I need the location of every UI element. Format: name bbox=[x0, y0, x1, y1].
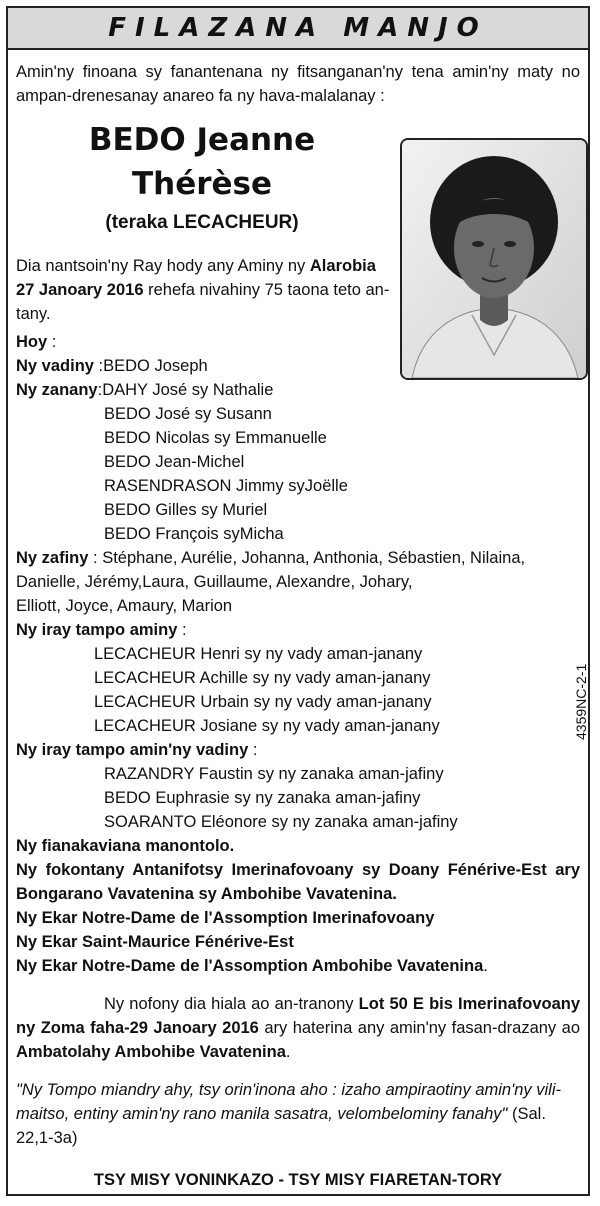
header-banner bbox=[8, 8, 588, 50]
death-date: Alarobia 27 Janoary 2016 bbox=[16, 257, 376, 299]
community-list bbox=[16, 834, 580, 978]
grandchildren-line: : Stéphane, Aurélie, Johanna, Anthonia, Sébastien, Nilaina, bbox=[88, 549, 526, 567]
death-text-start: Dia nantsoin'ny Ray hody any Aminy ny bbox=[16, 257, 310, 275]
deceased-name-line1: BEDO Jeanne bbox=[88, 122, 316, 158]
grandchildren-line: Danielle, Jérémy,Laura, Guillaume, Alexandre, Johary, bbox=[16, 573, 413, 591]
child-item: RASENDRASON Jimmy syJoëlle bbox=[104, 477, 348, 495]
child-item: BEDO Nicolas sy Emmanuelle bbox=[104, 429, 327, 447]
sibling-item: LECACHEUR Henri sy ny vady aman-janany bbox=[94, 645, 423, 663]
burial-text-middle: ary haterina any amin'ny fasan-drazany ao bbox=[258, 1019, 580, 1037]
children-row bbox=[16, 378, 580, 402]
hoy-suffix: : bbox=[47, 333, 57, 351]
community-line: Ny fokontany Antanifotsy Imerinafovoany sy Doany Fénérive-Est ary Bongarano Vavatenina sy Ambohibe Vavatenina. bbox=[16, 861, 580, 903]
inlaw-item: SOARANTO Eléonore sy ny zanaka aman-jafiny bbox=[104, 813, 458, 831]
header-title: FILAZANA MANJO bbox=[108, 13, 488, 43]
quote-reference: (Sal. 22,1-3a) bbox=[16, 1105, 546, 1147]
sibling-item: LECACHEUR Achille sy ny vady aman-janany bbox=[94, 669, 431, 687]
deceased-name-block bbox=[16, 118, 388, 238]
hoy-label: Hoy bbox=[16, 333, 48, 351]
grandchildren-label: Ny zafiny bbox=[16, 549, 89, 567]
inlaws-row bbox=[16, 738, 580, 762]
children-label: Ny zanany bbox=[16, 381, 98, 399]
burial-tomb: Ambatolahy Ambohibe Vavatenina bbox=[16, 1043, 286, 1061]
community-line: Ny fianakaviana manontolo. bbox=[16, 837, 235, 855]
community-line bbox=[16, 954, 580, 978]
spouse-label: Ny vadiny bbox=[16, 357, 94, 375]
burial-text-start: Ny nofony dia hiala ao an-tranony bbox=[104, 995, 359, 1013]
family-list bbox=[16, 330, 580, 834]
portrait-photo bbox=[400, 138, 588, 380]
child-item: BEDO Gilles sy Muriel bbox=[104, 501, 268, 519]
grandchildren-row bbox=[16, 546, 580, 570]
burial-place: Lot 50 E bis Imerinafovoany ny Zoma faha-29 Janoary 2016 bbox=[16, 995, 581, 1037]
maiden-name: (teraka LECACHEUR) bbox=[105, 212, 299, 233]
inlaw-item: RAZANDRY Faustin sy ny zanaka aman-jafiny bbox=[104, 765, 444, 783]
community-line: Ny Ekar Saint-Maurice Fénérive-Est bbox=[16, 933, 294, 951]
burial-text-end: . bbox=[285, 1043, 291, 1061]
deceased-name-line2: Thérèse bbox=[131, 166, 273, 202]
announcement-frame bbox=[6, 6, 590, 1196]
community-line: Ny Ekar Notre-Dame de l'Assomption Imerinafovoany bbox=[16, 909, 435, 927]
siblings-suffix: : bbox=[177, 621, 187, 639]
footer-line: TSY MISY VONINKAZO - TSY MISY FIARETAN-TORY bbox=[93, 1171, 503, 1189]
death-notice bbox=[16, 254, 396, 326]
portrait-image bbox=[402, 140, 586, 378]
sibling-item: LECACHEUR Urbain sy ny vady aman-janany bbox=[94, 693, 432, 711]
sibling-item: LECACHEUR Josiane sy ny vady aman-janany bbox=[94, 717, 440, 735]
inlaw-item: BEDO Euphrasie sy ny zanaka aman-jafiny bbox=[104, 789, 421, 807]
announcement-body bbox=[8, 50, 588, 1192]
siblings-row bbox=[16, 618, 580, 642]
quote-text: "Ny Tompo miandry ahy, tsy orin'inona aho : izaho ampiraotiny amin'ny vili-maitso, entiny amin'ny rano manila sasatra, velombelominy fanahy" bbox=[16, 1081, 561, 1123]
siblings-label: Ny iray tampo aminy bbox=[16, 621, 178, 639]
spouse-value: :BEDO Joseph bbox=[93, 357, 208, 375]
burial-notice bbox=[16, 992, 580, 1064]
community-line5-text: Ny Ekar Notre-Dame de l'Assomption Ambohibe Vavatenina bbox=[16, 957, 484, 975]
child-item: BEDO José sy Susann bbox=[104, 405, 272, 423]
grandchildren-line: Elliott, Joyce, Amaury, Marion bbox=[16, 597, 233, 615]
child-item: BEDO François syMicha bbox=[104, 525, 284, 543]
child-item: BEDO Jean-Michel bbox=[104, 453, 245, 471]
reference-code: 4359NC-2-1 bbox=[573, 663, 589, 740]
community-line5-suffix: . bbox=[483, 957, 488, 975]
death-text-end: rehefa nivahiny 75 taona teto an-tany. bbox=[16, 281, 390, 323]
intro-text: Amin'ny finoana sy fanantenana ny fitsanganan'ny tena amin'ny maty no ampan-drenesanay anareo fa ny hava-malalanay : bbox=[16, 63, 580, 105]
children-first: :DAHY José sy Nathalie bbox=[97, 381, 274, 399]
inlaws-suffix: : bbox=[248, 741, 258, 759]
inlaws-label: Ny iray tampo amin'ny vadiny bbox=[16, 741, 249, 759]
scripture-quote bbox=[16, 1078, 580, 1150]
